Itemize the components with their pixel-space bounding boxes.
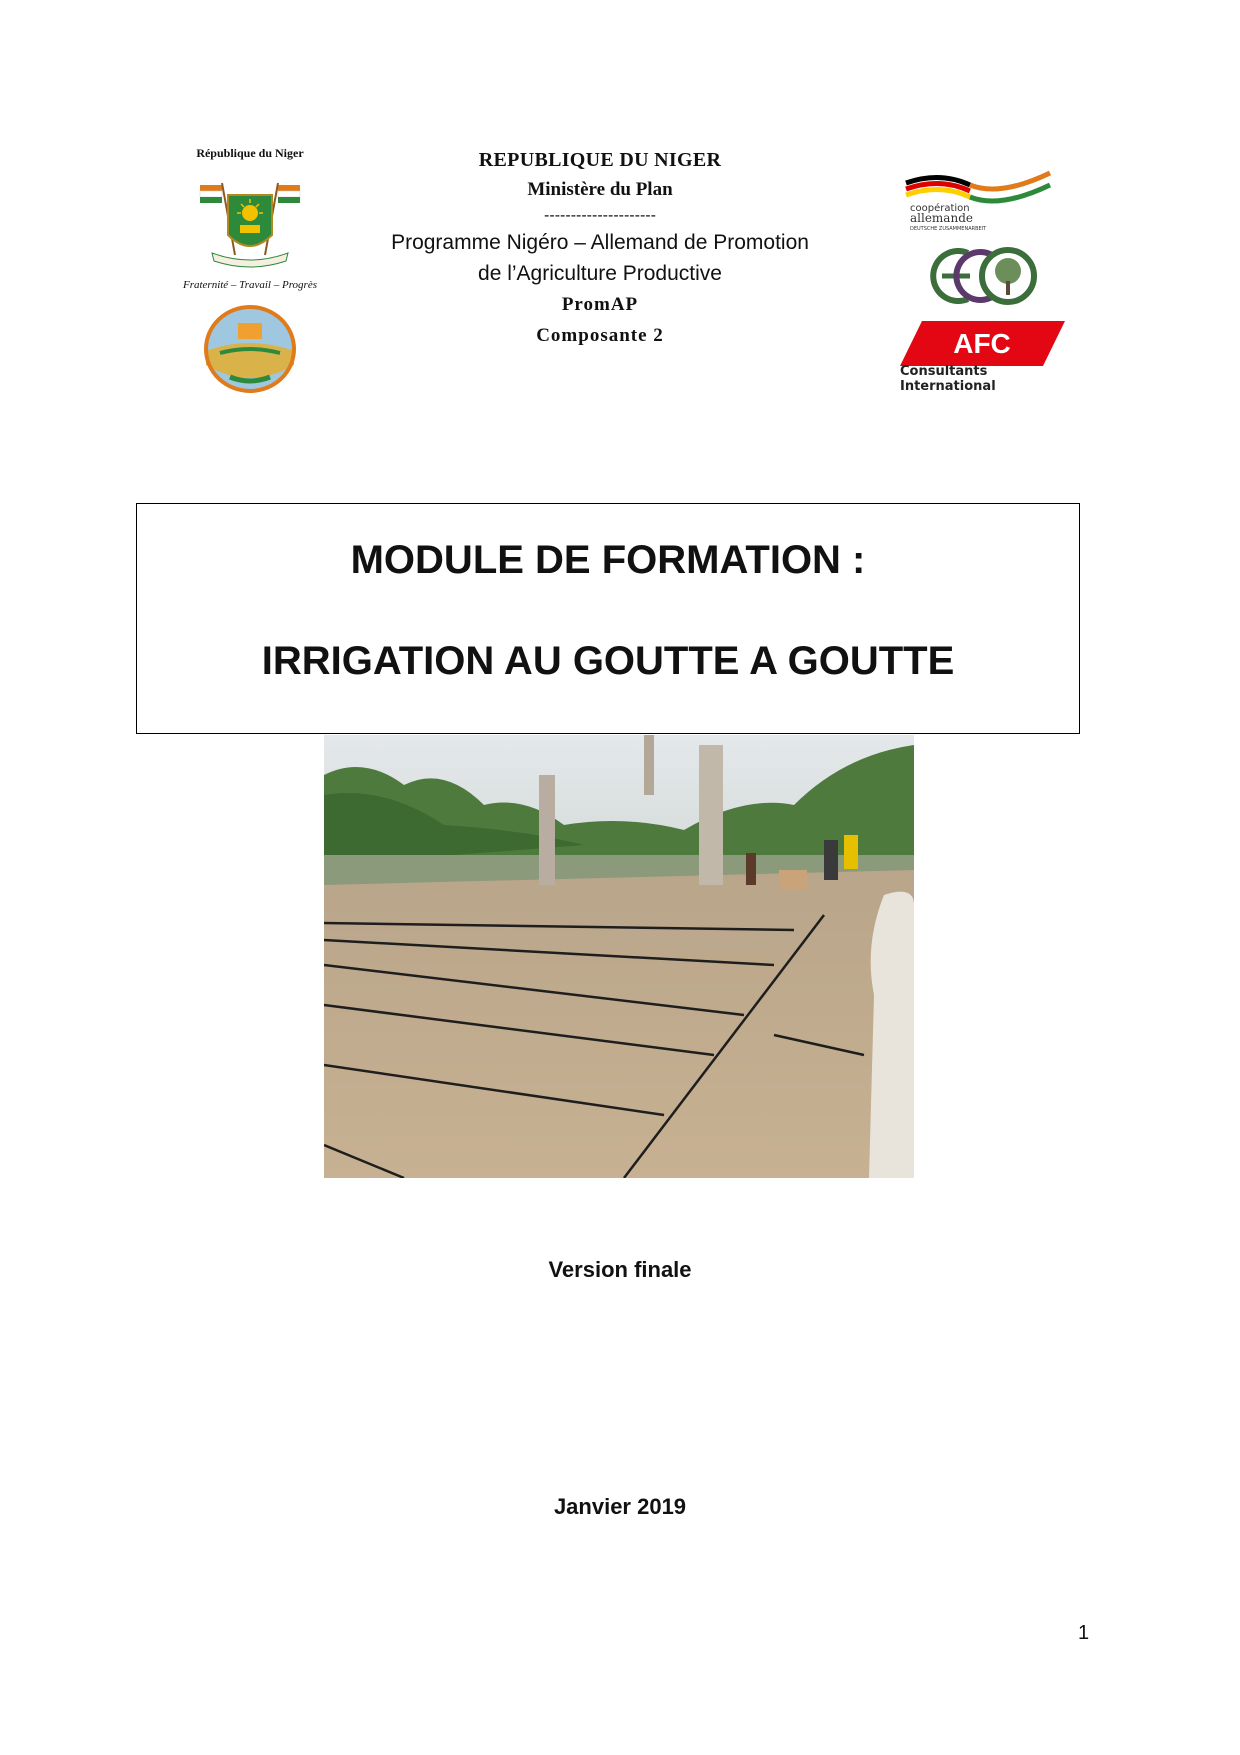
- separator: ---------------------: [544, 207, 656, 224]
- afc-subtitle: Consultants International: [900, 364, 996, 394]
- page-number: 1: [1078, 1622, 1090, 1644]
- title-box: [136, 503, 1080, 734]
- drip-irrigation-photo: [324, 735, 914, 1178]
- coop-line-1: coopération: [910, 203, 970, 214]
- coop-line-3: DEUTSCHE ZUSAMMENARBEIT: [910, 226, 987, 232]
- program-line-2: de l’Agriculture Productive: [478, 262, 722, 285]
- coop-line-2: allemande: [910, 211, 973, 225]
- left-header: [150, 146, 350, 393]
- program-line-1: Programme Nigéro – Allemand de Promotion: [391, 231, 809, 254]
- title-line-2: IRRIGATION AU GOUTTE A GOUTTE: [261, 639, 955, 683]
- version-label: Version finale: [548, 1257, 692, 1282]
- promap-logo-icon: [200, 305, 300, 393]
- ministry-heading: Ministère du Plan: [527, 179, 673, 200]
- afc-text: AFC: [953, 328, 1011, 359]
- date-label: Janvier 2019: [553, 1494, 687, 1519]
- niger-coat-of-arms-icon: [190, 175, 310, 275]
- title-line-1: MODULE DE FORMATION :: [350, 538, 866, 582]
- component-label: Composante 2: [536, 325, 664, 346]
- right-header-logos: [900, 165, 1070, 394]
- country-label: République du Niger: [196, 146, 304, 160]
- program-acronym: PromAP: [561, 294, 639, 315]
- afc-logo: [900, 321, 1065, 366]
- cooperation-allemande-logo: [900, 165, 1060, 235]
- center-header: [340, 145, 860, 351]
- republic-heading: REPUBLIQUE DU NIGER: [478, 149, 722, 171]
- eco-logo-icon: [930, 241, 1040, 311]
- motto: Fraternité – Travail – Progrès: [182, 279, 318, 291]
